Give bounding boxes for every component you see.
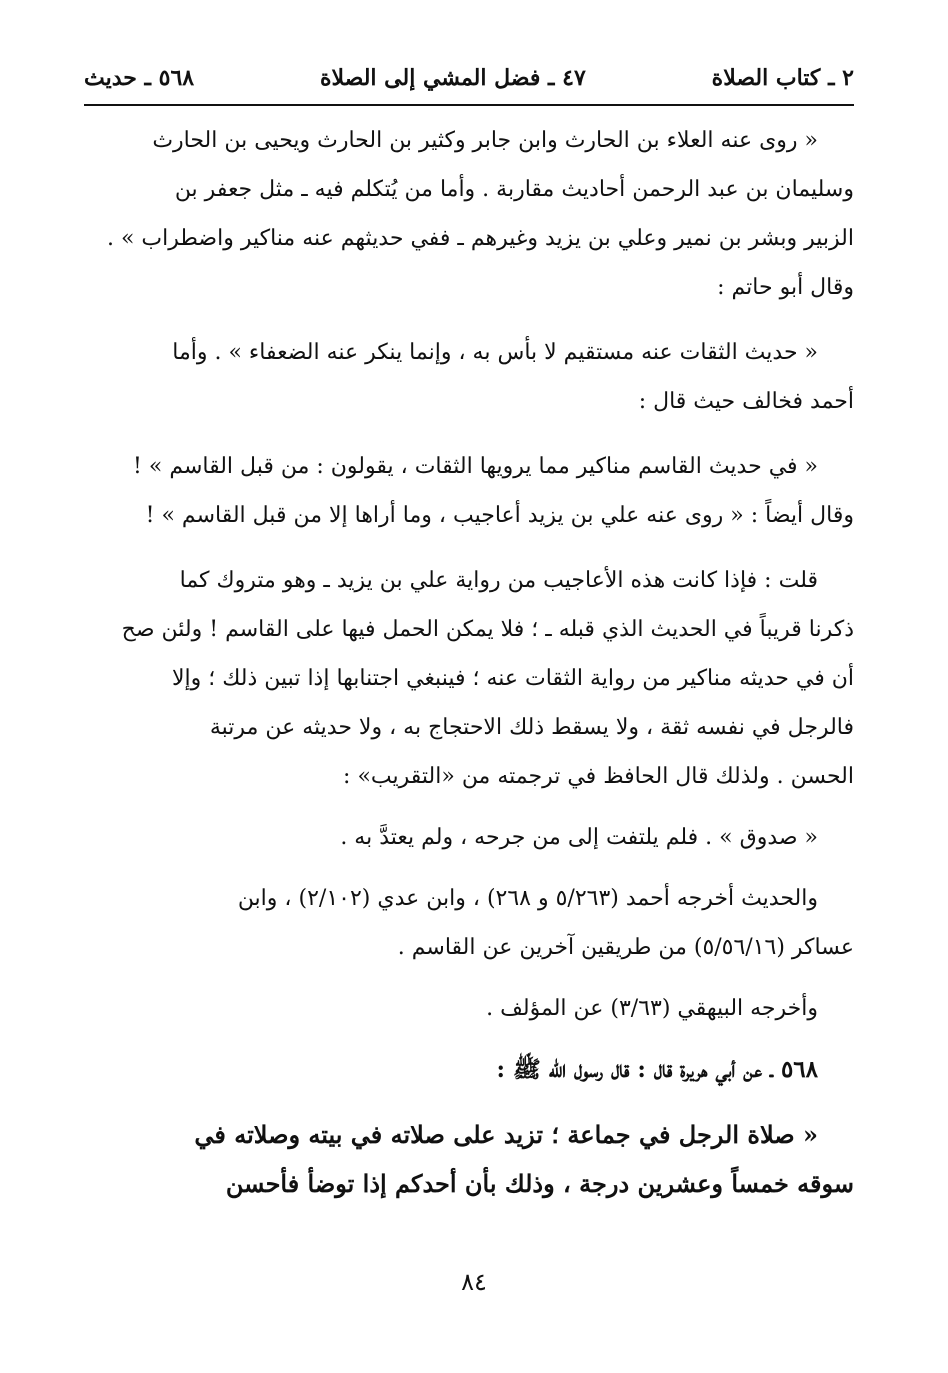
paragraph-quote-1 xyxy=(84,116,854,312)
paragraph-commentary xyxy=(84,556,854,801)
text-line: أحمد فخالف حيث قال : xyxy=(638,389,854,414)
paragraph-takhrij xyxy=(84,874,854,972)
paragraph-takhrij-2 xyxy=(84,984,854,1033)
text-line: « حديث الثقات عنه مستقيم لا بأس به ، وإنما ينكر عنه الضعفاء » . وأما xyxy=(172,340,818,365)
header-book-title: ٢ ـ كتاب الصلاة xyxy=(711,65,854,91)
running-header xyxy=(84,58,854,98)
text-line: قلت : فإذا كانت هذه الأعاجيب من رواية علي بن يزيد ـ وهو متروك كما xyxy=(179,568,818,593)
header-divider xyxy=(84,104,854,106)
text-line: الحسن . ولذلك قال الحافظ في ترجمته من «التقريب» : xyxy=(343,764,854,789)
text-line: وأخرجه البيهقي (٣/٦٣) عن المؤلف . xyxy=(486,996,818,1021)
header-chapter-title: ٤٧ ـ فضل المشي إلى الصلاة xyxy=(319,65,586,91)
text-line: « في حديث القاسم مناكير مما يرويها الثقات ، يقولون : من قبل القاسم » ! xyxy=(133,454,818,479)
text-line: الزبير وبشر بن نمير وعلي بن يزيد وغيرهم ـ ففي حديثهم عنه مناكير واضطراب » . xyxy=(106,226,854,251)
text-line: وقال أبو حاتم : xyxy=(717,275,854,300)
page-body xyxy=(84,116,854,1208)
header-hadith-number: ٥٦٨ ـ حديث xyxy=(84,65,195,91)
text-line: وقال أيضاً : « روى عنه علي بن يزيد أعاجيب ، وما أراها إلا من قبل القاسم » ! xyxy=(145,503,854,528)
hadith-heading xyxy=(84,1045,854,1094)
text-line: ذكرنا قريباً في الحديث الذي قبله ـ ؛ فلا يمكن الحمل فيها على القاسم ! ولئن صح xyxy=(121,617,854,642)
text-line: عساكر (٥/٥٦/١٦) من طريقين آخرين عن القاسم . xyxy=(397,935,854,960)
paragraph-quote-4 xyxy=(84,813,854,862)
paragraph-quote-2 xyxy=(84,328,854,426)
text-line: أن في حديثه مناكير من رواية الثقات عنه ؛ فينبغي اجتنابها إذا تبين ذلك ؛ وإلا xyxy=(172,666,854,691)
paragraph-quote-3 xyxy=(84,442,854,540)
text-line: سوقه خمساً وعشرين درجة ، وذلك بأن أحدكم إذا توضأ فأحسن xyxy=(225,1169,854,1198)
text-line: « روى عنه العلاء بن الحارث وابن جابر وكثير بن الحارث ويحيى بن الحارث xyxy=(152,128,818,153)
hadith-text xyxy=(84,1110,854,1208)
text-line: « صدوق » . فلم يلتفت إلى من جرحه ، ولم يعتدَّ به . xyxy=(340,825,818,850)
page-number: ٨٤ xyxy=(461,1268,487,1296)
text-line: فالرجل في نفسه ثقة ، ولا يسقط ذلك الاحتجاج به ، ولا حديثه عن مرتبة xyxy=(209,715,854,740)
text-line: والحديث أخرجه أحمد (٥/٢٦٣ و ٢٦٨) ، وابن عدي (٢/١٠٢) ، وابن xyxy=(237,886,818,911)
text-line: « صلاة الرجل في جماعة ؛ تزيد على صلاته في بيته وصلاته في xyxy=(194,1120,818,1149)
hadith-title: ٥٦٨ ـ عن أبي هريرة قال : قال رسول الله ﷺ : xyxy=(496,1056,818,1083)
text-line: وسليمان بن عبد الرحمن أحاديث مقاربة . وأما من يُتكلم فيه ـ مثل جعفر بن xyxy=(174,177,854,202)
